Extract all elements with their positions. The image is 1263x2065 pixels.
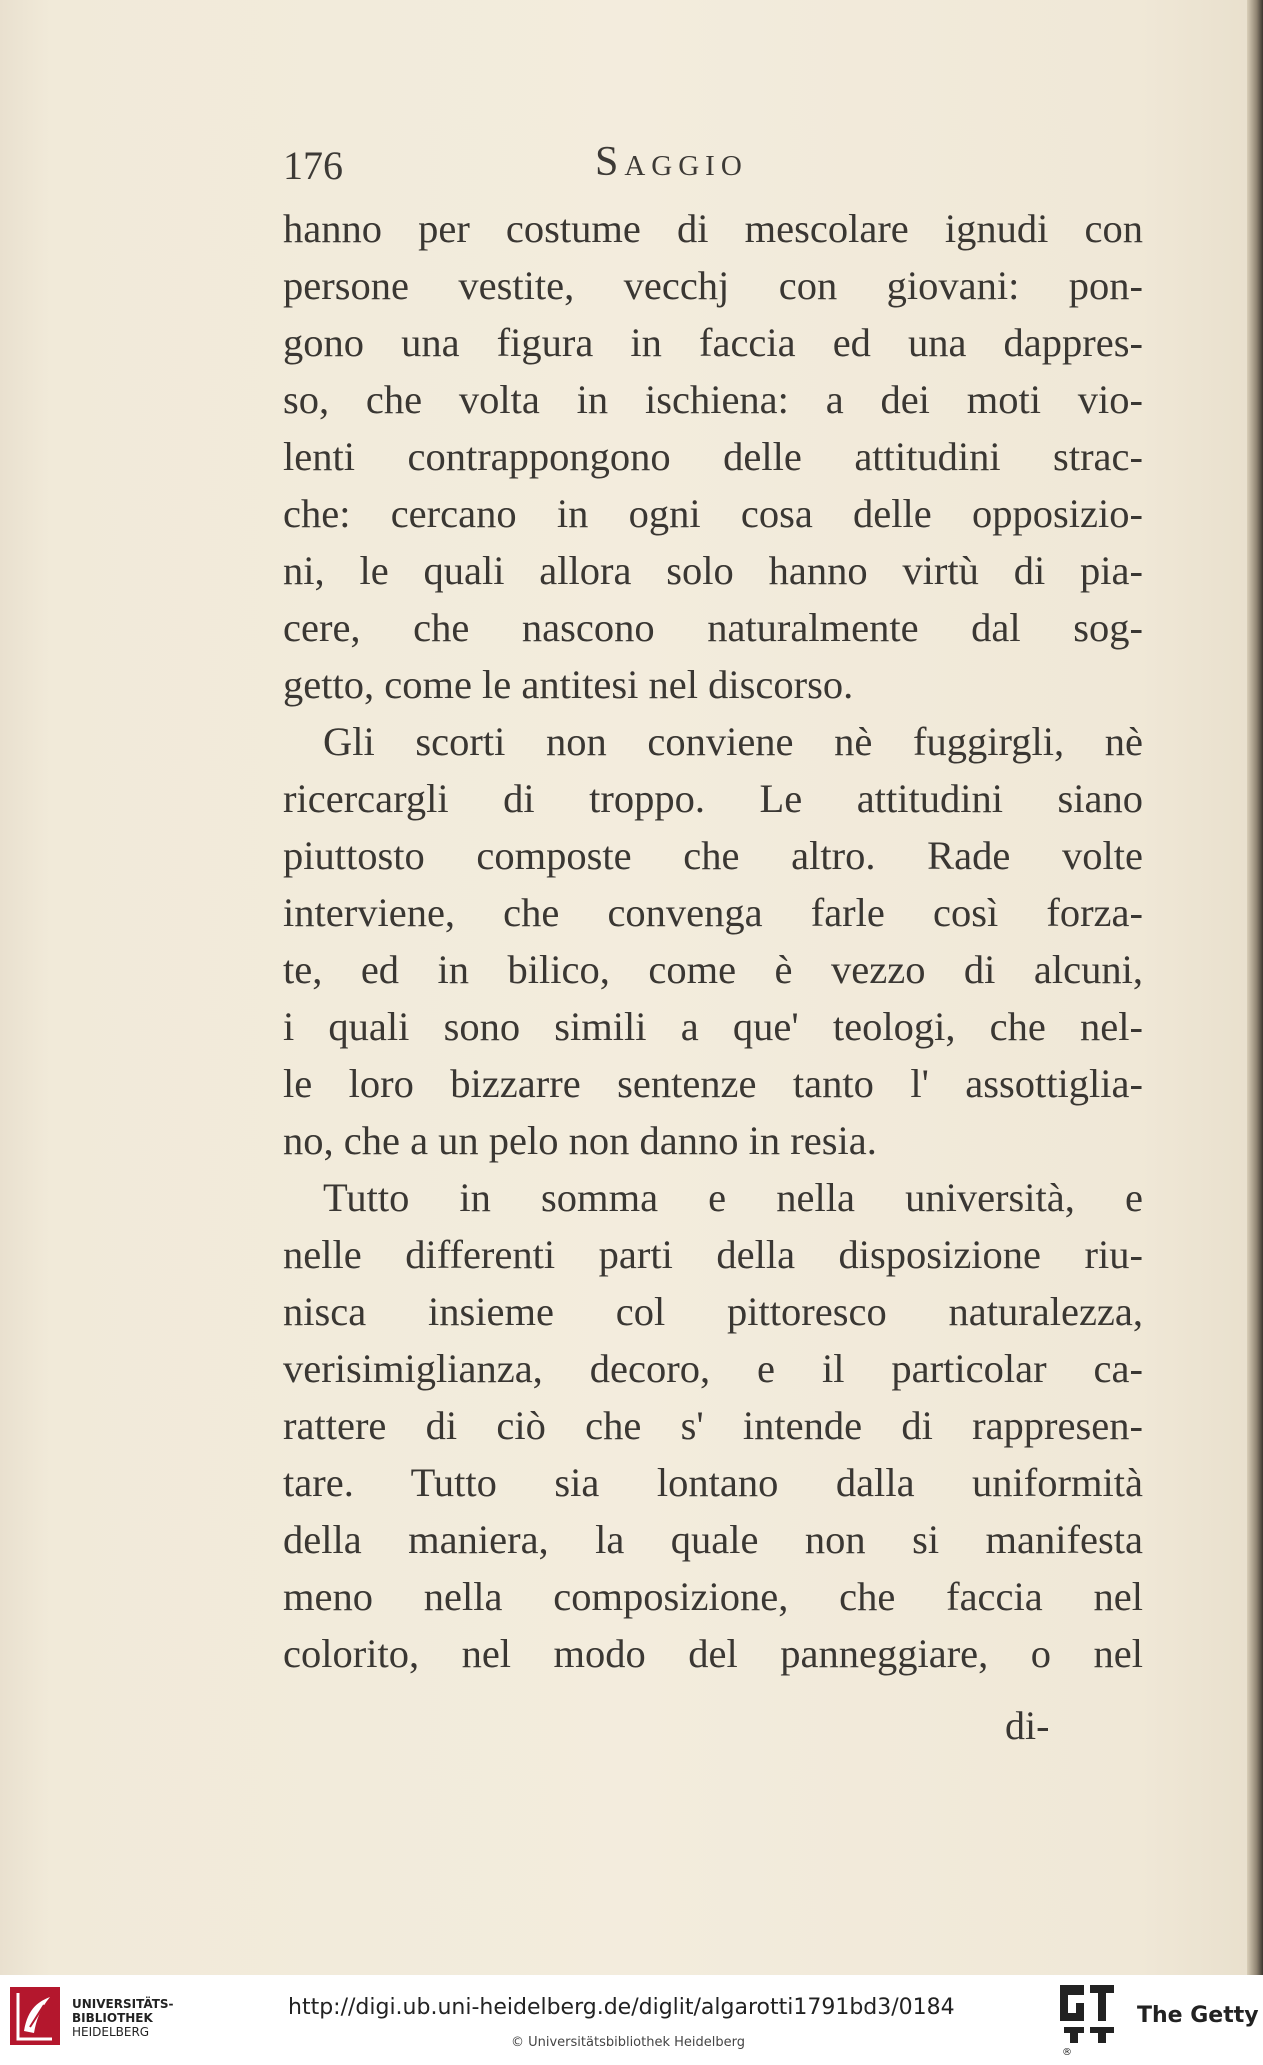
- library-name-line: HEIDELBERG: [72, 2025, 150, 2039]
- text-line: tare. Tutto sia lontano dalla uniformità: [283, 1460, 1143, 1505]
- text-line: hanno per costume di mescolare ignudi con: [283, 206, 1143, 251]
- text-line: ni, le quali allora solo hanno virtù di pia-: [283, 548, 1143, 593]
- text-line: rattere di ciò che s' intende di rappresen-: [283, 1403, 1143, 1448]
- page-number: 176: [283, 143, 343, 188]
- text-line: interviene, che convenga farle così forza-: [283, 890, 1143, 935]
- text-line: Tutto in somma e nella università, e: [323, 1175, 1143, 1220]
- text-line: gono una figura in faccia ed una dappres-: [283, 320, 1143, 365]
- text-line: getto, come le antitesi nel discorso.: [283, 662, 854, 707]
- library-name-line: BIBLIOTHEK: [72, 2011, 153, 2025]
- text-line: Gli scorti non conviene nè fuggirgli, nè: [323, 719, 1143, 764]
- body-text: [283, 200, 1143, 1682]
- catchword: di-: [1005, 1703, 1050, 1748]
- text-line: lenti contrappongono delle attitudini strac-: [283, 434, 1143, 479]
- heidelberg-library-logo-icon: [10, 1987, 60, 2045]
- copyright-notice: © Universitätsbibliothek Heidelberg: [510, 2035, 745, 2050]
- text-line: colorito, nel modo del panneggiare, o nel: [283, 1631, 1143, 1676]
- text-line: piuttosto composte che altro. Rade volte: [283, 833, 1143, 878]
- library-name-line: UNIVERSITÄTS-: [72, 1997, 174, 2011]
- registered-mark: ®: [1062, 2047, 1072, 2058]
- text-line: le loro bizzarre sentenze tanto l' assottiglia-: [283, 1061, 1143, 1106]
- running-title: Saggio: [595, 139, 748, 185]
- text-line: persone vestite, vecchj con giovani: pon-: [283, 263, 1143, 308]
- text-line: i quali sono simili a que' teologi, che nel-: [283, 1004, 1143, 1049]
- text-line: nelle differenti parti della disposizione riu-: [283, 1232, 1143, 1277]
- text-line: verisimiglianza, decoro, e il particolar ca-: [283, 1346, 1143, 1391]
- text-line: della maniera, la quale non si manifesta: [283, 1517, 1143, 1562]
- text-line: no, che a un pelo non danno in resia.: [283, 1118, 877, 1163]
- running-head: [283, 138, 1143, 198]
- partner-name: The Getty: [1137, 2003, 1259, 2028]
- page-edge-shadow: [1247, 0, 1263, 1975]
- digitization-footer: [0, 1975, 1263, 2065]
- text-line: meno nella composizione, che faccia nel: [283, 1574, 1143, 1619]
- text-line: ricercargli di troppo. Le attitudini siano: [283, 776, 1143, 821]
- text-line: cere, che nascono naturalmente dal sog-: [283, 605, 1143, 650]
- text-line: te, ed in bilico, come è vezzo di alcuni,: [283, 947, 1143, 992]
- text-line: che: cercano in ogni cosa delle opposizio-: [283, 491, 1143, 536]
- getty-logo-icon: [1060, 1985, 1114, 2043]
- text-line: nisca insieme col pittoresco naturalezza,: [283, 1289, 1143, 1334]
- permalink-url[interactable]: http://digi.ub.uni-heidelberg.de/diglit/algarotti1791bd3/0184: [288, 1995, 955, 2020]
- library-name: [72, 1997, 174, 2039]
- text-line: so, che volta in ischiena: a dei moti vio-: [283, 377, 1143, 422]
